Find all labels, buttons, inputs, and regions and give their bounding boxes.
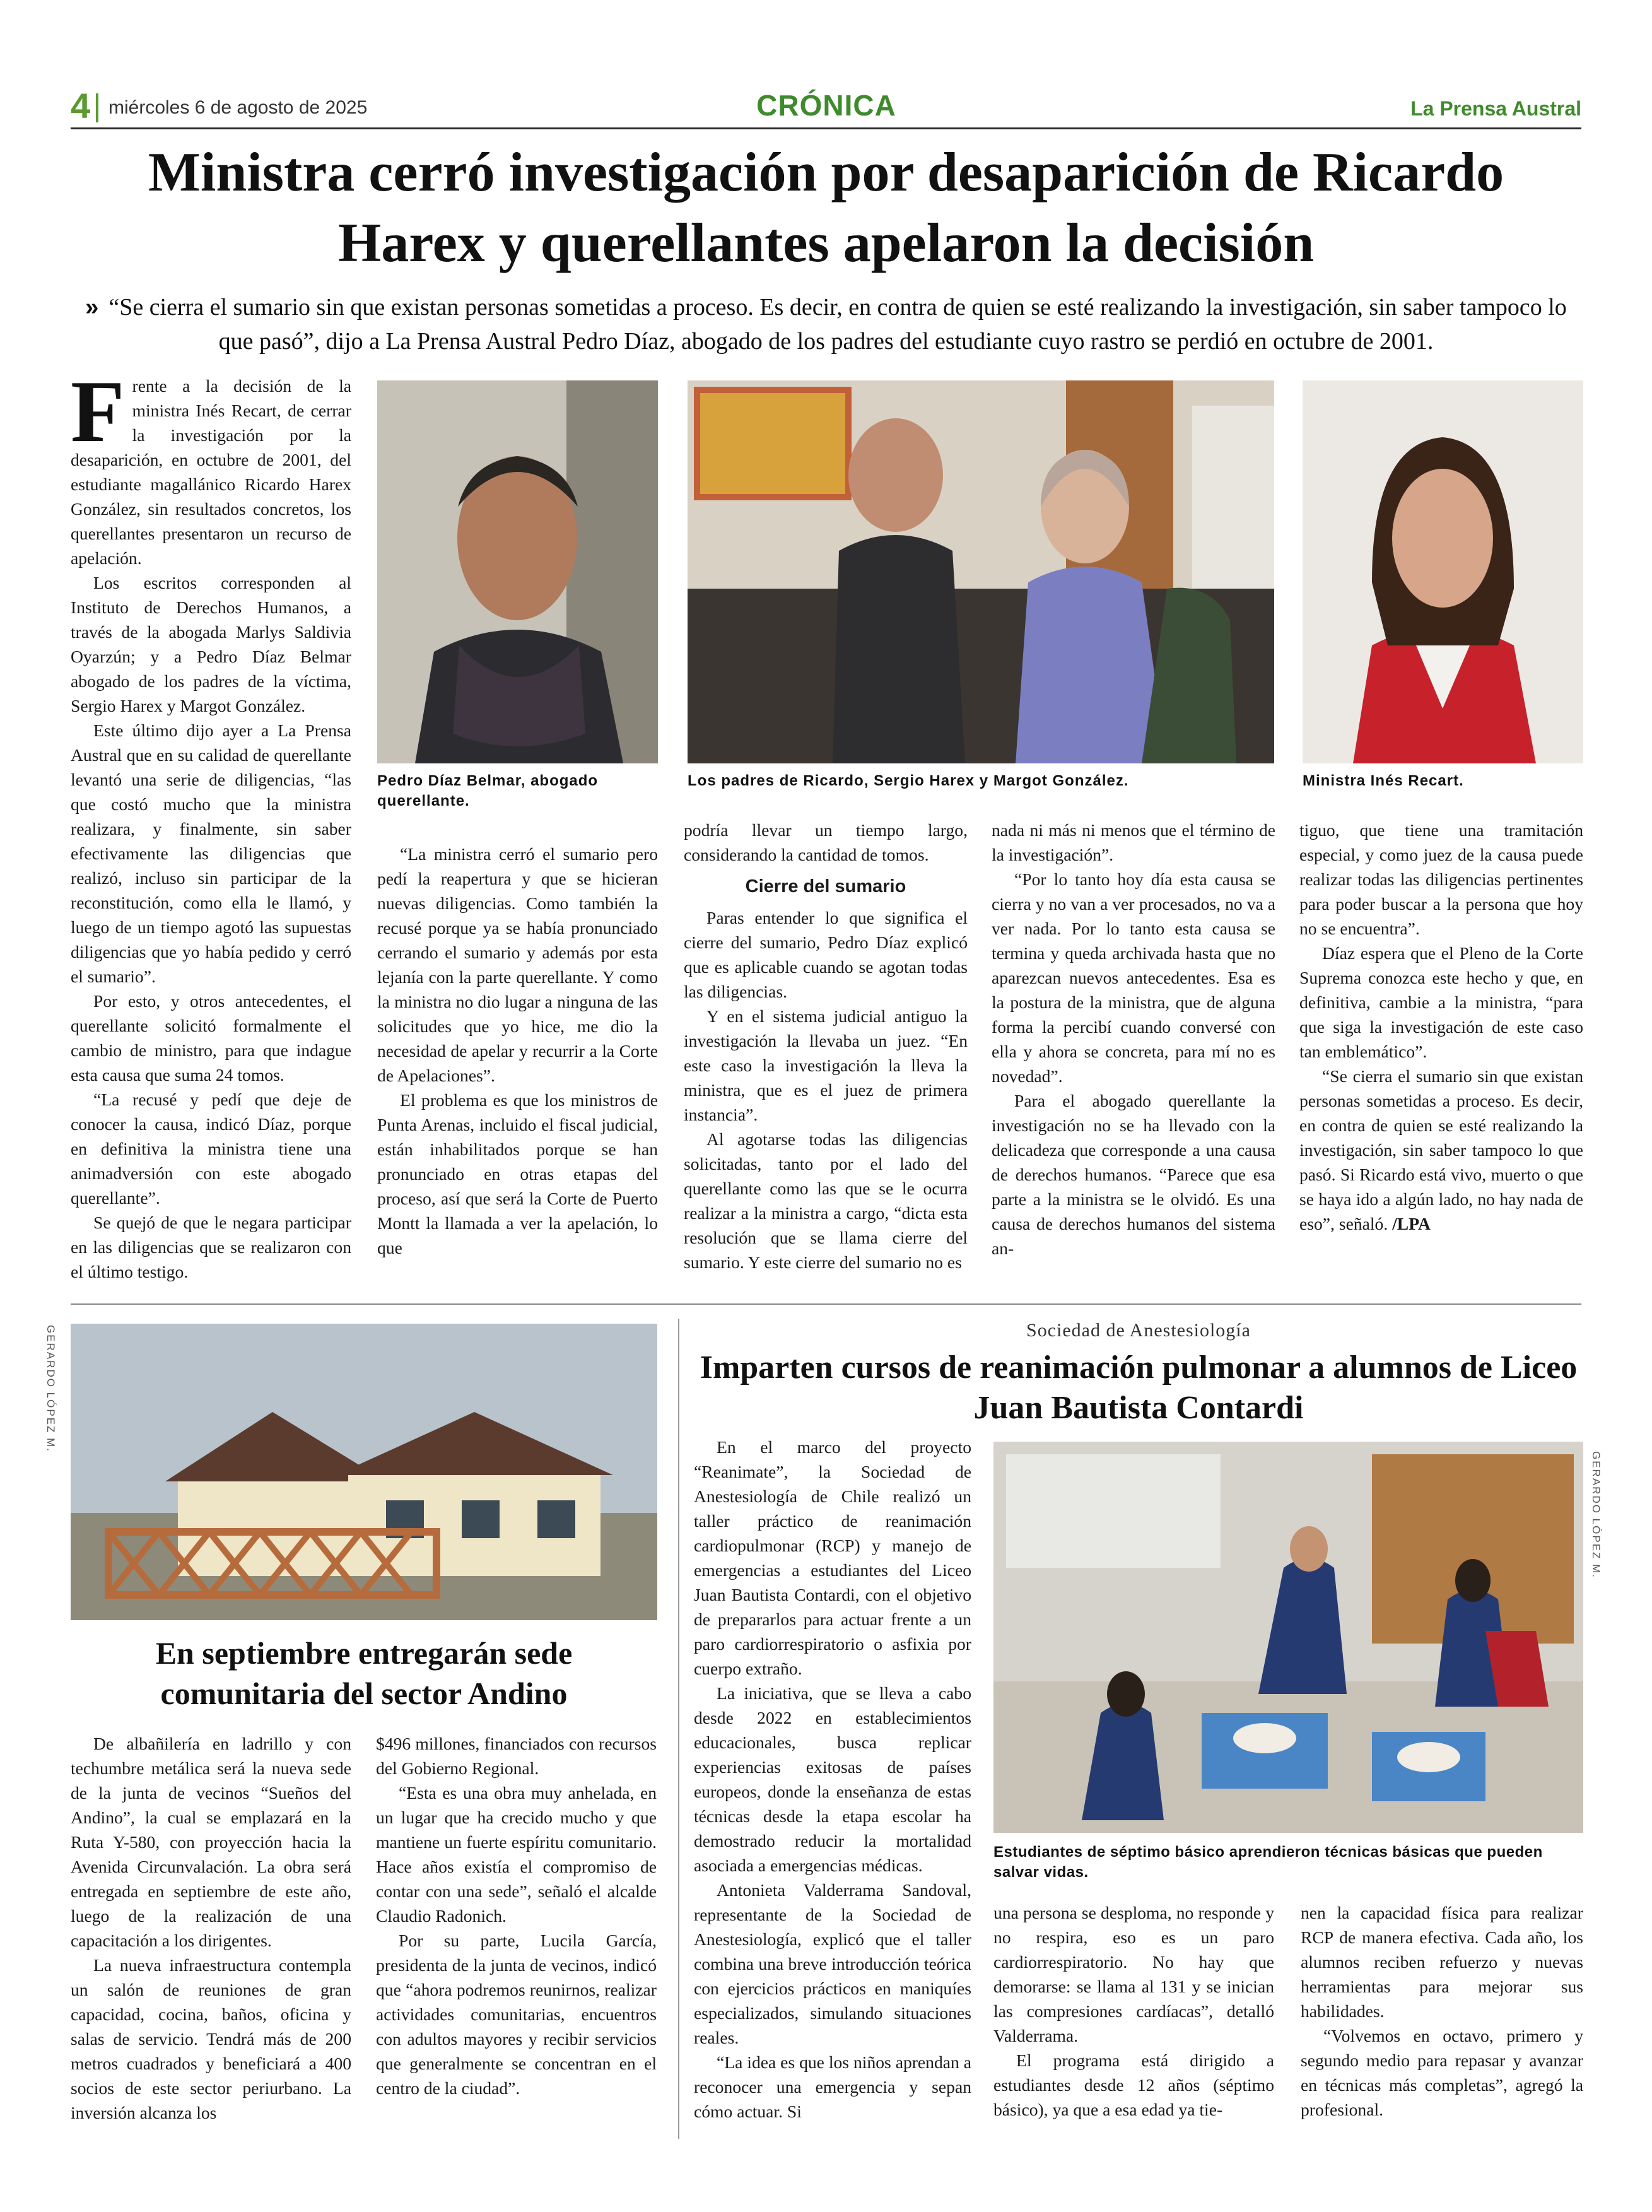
rcp-headline: Imparten cursos de reanimación pulmonar a alumnos de Liceo Juan Bautista Contardi [700, 1350, 1578, 1426]
header-rule [71, 127, 1581, 129]
signature: /LPA [1392, 1214, 1431, 1233]
photo-parents [688, 380, 1274, 763]
minister-portrait-icon [1303, 380, 1583, 763]
paragraph: una persona se desploma, no responde y no respira, eso es un paro cardiorrespiratorio. No hay que demorarse: se llama al 131 y se inician las compresiones cardíacas”, detalló Valderrama. [993, 1903, 1274, 2045]
main-col-5 [1299, 818, 1583, 1236]
paragraph: La iniciativa, que se lleva a cabo desde 2022 en establecimientos educacionales, busca replicar experiencias exitosas de países europeos, donde la enseñanza de estas técnicas desde la etapa escolar ha demostrado reducir la mortalidad asociada a emergencias médicas. [694, 1683, 971, 1875]
paragraph: “Volvemos en octavo, primero y segundo medio para repasar y avanzar en técnicas más completas”, agregó la profesional. [1301, 2026, 1583, 2119]
paragraph: En el marco del proyecto “Reanimate”, la Sociedad de Anestesiología de Chile realizó un taller práctico de reanimación cardiopulmonar (RCP) y manejo de emergencias a estudiantes del Liceo Juan Bautista Contardi, con el objetivo de prepararlos para actuar frente a un paro cardiorrespiratorio o asfixia por cuerpo extraño. [694, 1437, 971, 1678]
paragraph: Por esto, y otros antecedentes, el querellante solicitó formalmente el cambio de ministro, para que indague esta causa que suma 24 tomos. [71, 991, 351, 1085]
page-number-divider [96, 93, 98, 122]
rcp-col-2 [993, 1900, 1274, 2122]
section-divider [71, 1303, 1581, 1305]
rcp-photo-credit: GERARDO LÓPEZ M. [1590, 1451, 1602, 1579]
paragraph: rente a la decisión de la ministra Inés Recart, de cerrar la investigación por la desaparición, en octubre de 2001, del estudiante magallánico Ricardo Harex González, sin resultados concretos, los querellantes presentaron un recurso de apelación. [71, 376, 351, 568]
paragraph: Díaz espera que el Pleno de la Corte Suprema conozca este hecho y que, en definitiva, cambie a la ministra, “para que siga la investigación de este caso tan emblemático”. [1299, 943, 1583, 1061]
lead-marker-icon: » [85, 294, 99, 321]
rcp-col-1 [694, 1435, 971, 2124]
paragraph: nen la capacidad física para realizar RCP de manera efectiva. Cada año, los alumnos reciben refuerzo y nuevas herramientas para mejorar sus habilidades. [1301, 1903, 1583, 2021]
caption-parents: Los padres de Ricardo, Sergio Harex y Margot González. [688, 772, 1129, 789]
lead-text: “Se cierra el sumario sin que existan personas sometidas a proceso. Es decir, en contra de quien se esté realizando la investigación, sin saber tampoco lo que pasó”, dijo a La Prensa Austral Pedro Díaz, abogado de los padres del estudiante cuyo rastro se perdió en octubre de 2001. [108, 294, 1567, 355]
column-divider [678, 1319, 679, 2139]
main-col-4 [992, 818, 1275, 1261]
paragraph: Al agotarse todas las diligencias solicitadas, tanto por el lado del querellante como las que se le ocurra realizar a la ministra a cargo, “dicta esta resolución que se llama cierre del sumario. Y este cierre del sumario no es [684, 1129, 968, 1272]
paragraph: Se quejó de que le negara participar en las diligencias que se realizaron con el último testigo. [71, 1213, 351, 1281]
paragraph: El programa está dirigido a estudiantes desde 12 años (séptimo básico), ya que a esa edad ya tie- [993, 2050, 1274, 2119]
photo-minister [1303, 380, 1583, 763]
paragraph: Este último dijo ayer a La Prensa Austral que en su calidad de querellante levantó una serie de diligencias, “las que costó mucho que la ministra realizara, y finalmente, sin saber efectivamente las diligencias que realizó, incluso sin participar de la reconstitución, como ella le llamó, y luego de un tiempo agotó las supuestas diligencias que yo había pedido y cerró el sumario”. [71, 721, 351, 986]
main-headline: Ministra cerró investigación por desaparición de Ricardo Harex y querellantes apelaron la decisión [148, 142, 1504, 274]
dropcap: F [71, 363, 125, 461]
caption-minister: Ministra Inés Recart. [1303, 772, 1464, 789]
photo-community-center [71, 1324, 657, 1620]
page-number: 4 [71, 86, 91, 126]
photo-lawyer [377, 380, 658, 763]
lawyer-portrait-icon [377, 380, 658, 763]
rcp-col-3 [1301, 1900, 1583, 2122]
paragraph: “La recusé y pedí que deje de conocer la causa, indicó Díaz, porque en definitiva la ministra tiene una animadversión con este abogado querellante”. [71, 1090, 351, 1208]
photo-credit: GERARDO LÓPEZ M. [45, 1325, 57, 1453]
paragraph: “La idea es que los niños aprendan a reconocer una emergencia y sepan cómo actuar. Si [694, 2052, 971, 2121]
subhead: Cierre del sumario [745, 876, 906, 897]
paragraph: Los escritos corresponden al Instituto de Derechos Humanos, a través de la abogada Marlys Saldivia Oyarzún; y a Pedro Díaz Belmar abogado de los padres de la víctima, Sergio Harex y Margot González. [71, 573, 351, 715]
main-col-3 [684, 818, 968, 1274]
paragraph: nada ni más ni menos que el término de la investigación”. [992, 820, 1275, 864]
paragraph: De albañilería en ladrillo y con techumbre metálica será la nueva sede de la junta de vecinos “Sueños del Andino”, la cual se emplazará en la Ruta Y-580, con proyección hacia la Avenida Circunvalación. La obra será entregada en septiembre de este año, luego de la realización de una capacitación a los dirigentes. [71, 1734, 351, 1950]
andino-col-2 [376, 1731, 657, 2100]
andino-col-1 [71, 1731, 351, 2125]
main-lead [71, 290, 1581, 358]
newspaper-name: La Prensa Austral [1410, 97, 1581, 120]
paragraph: “Por lo tanto hoy día esta causa se cierra y no van a ver procesados, no va a ver nada. Por lo tanto esta causa se termina y queda archivada hasta que no aparezcan nuevos antecedentes. Esa es la postura de la ministra, que de alguna forma la percibí cuando conversé con ella y ahora se concreta, para mí no es novedad”. [992, 869, 1275, 1086]
rcp-kicker: Sociedad de Anestesiología [1026, 1320, 1251, 1341]
paragraph: tiguo, que tiene una tramitación especial, y como juez de la causa puede realizar todas las diligencias pertinentes para poder buscar a la persona que hoy no se encuentra”. [1299, 820, 1583, 938]
page-date: miércoles 6 de agosto de 2025 [108, 97, 368, 118]
andino-headline: En septiembre entregarán sede comunitaria del sector Andino [155, 1635, 573, 1711]
parents-photo-icon [688, 380, 1274, 763]
paragraph-text: “Se cierra el sumario sin que existan personas sometidas a proceso. Es decir, en contra de quien se esté realizando la investigación, sin saber tampoco lo que pasó. Si Ricardo está vivo, muerto o que se haya ido a algún lado, no hay nada de eso”, señaló. [1299, 1066, 1583, 1233]
paragraph: Paras entender lo que significa el cierre del sumario, Pedro Díaz explicó que es aplicable cuando se agotan todas las diligencias. [684, 908, 968, 1001]
paragraph: Antonieta Valderrama Sandoval, representante de la Sociedad de Anestesiología, explicó que el taller combina una breve introducción teórica con ejercicios prácticos en maniquíes especializados, simulando situaciones reales. [694, 1880, 971, 2047]
photo-rcp-class [993, 1442, 1583, 1833]
paragraph: “La ministra cerró el sumario pero pedí la reapertura y que se hicieran nuevas diligencias. Como también la recusé porque ya se había pronunciado cerrando el sumario y además por esta lejanía con la parte querellante. Y como la ministra no dio lugar a ninguna de las solicitudes que yo hice, me dio la necesidad de apelar y recurrir a la Corte de Apelaciones”. [377, 844, 658, 1085]
paragraph: “Esta es una obra muy anhelada, en un lugar que ha crecido mucho y que mantiene un fuerte espíritu comunitario. Hace años existía el compromiso de contar con una sede”, señaló el alcalde Claudio Radonich. [376, 1783, 657, 1926]
rcp-caption: Estudiantes de séptimo básico aprendieron técnicas básicas que pueden salvar vidas. [993, 1844, 1543, 1881]
building-photo-icon [71, 1324, 657, 1620]
paragraph: Por su parte, Lucila García, presidenta de la junta de vecinos, indicó que “ahora podremos reunirnos, realizar actividades comunitarias, encuentros con adultos mayores y recibir servicios que generalmente se concentran en el centro de la ciudad”. [376, 1931, 657, 2098]
section-title: CRÓNICA [756, 89, 896, 122]
paragraph: El problema es que los ministros de Punta Arenas, incluido el fiscal judicial, están inhabilitados porque se han pronunciado en otras etapas del proceso, así que será la Corte de Puerto Montt la llamada a ver la apelación, lo que [377, 1090, 658, 1257]
paragraph: podría llevar un tiempo largo, considerando la cantidad de tomos. [684, 820, 968, 864]
paragraph: Para el abogado querellante la investigación no se ha llevado con la delicadeza que corresponde a una causa de derechos humanos. “Parece que esa parte a la ministra se le olvidó. Es una causa de derechos humanos del sistema an- [992, 1091, 1275, 1258]
paragraph [1299, 1064, 1583, 1236]
classroom-photo-icon [993, 1442, 1583, 1833]
paragraph: $496 millones, financiados con recursos del Gobierno Regional. [376, 1734, 657, 1778]
paragraph: Y en el sistema judicial antiguo la investigación la llevaba un juez. “En este caso la investigación la lleva la ministra, que es el juez de primera instancia”. [684, 1006, 968, 1124]
paragraph: La nueva infraestructura contempla un salón de reuniones de gran capacidad, cocina, baños, oficina y salas de servicio. Tendrá más de 200 metros cuadrados y beneficiará a 400 socios de este sector periurbano. La inversión alcanza los [71, 1955, 351, 2122]
main-col-1 [71, 363, 351, 1284]
main-col-2 [377, 842, 658, 1260]
caption-lawyer: Pedro Díaz Belmar, abogado querellante. [377, 772, 599, 809]
